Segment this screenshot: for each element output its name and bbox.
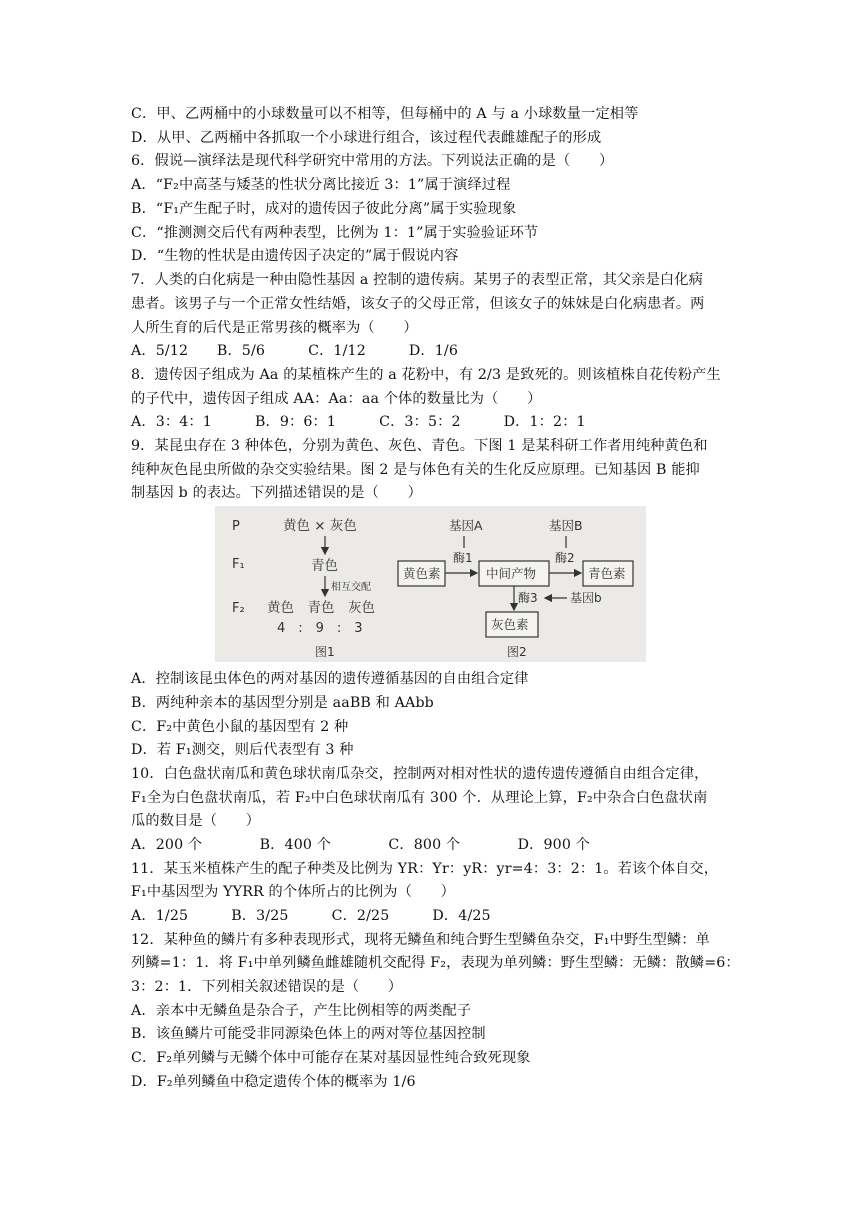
enzyme2-label: 酶2 (555, 551, 575, 565)
text-line: F₁全为白色盘状南瓜，若 F₂中白色球状南瓜有 300 个．从理论上算，F₂中杂合白色盘状南 (131, 790, 708, 806)
figure-svg (215, 506, 646, 662)
text-line: 人所生育的后代是正常男孩的概率为（ ） (131, 320, 418, 336)
text-line: C．甲、乙两桶中的小球数量可以不相等，但每桶中的 A 与 a 小球数量一定相等 (131, 106, 639, 122)
f1-phenotype: 青色 (311, 558, 338, 574)
option-d: D．若 F₁测交，则后代表型有 3 种 (131, 742, 354, 758)
question-11-options: A．1/25 B．3/25 C．2/25 D．4/25 (131, 908, 491, 924)
text-line: D．从甲、乙两桶中各抓取一个小球进行组合，该过程代表雌雄配子的形成 (131, 130, 602, 146)
option-c: C．F₂中黄色小鼠的基因型有 2 种 (131, 719, 349, 735)
row-label-f2: F₂ (232, 601, 245, 616)
grey-pigment-label: 灰色素 (491, 617, 529, 632)
text-line: 列鳞=1：1．将 F₁中单列鳞鱼雌雄随机交配得 F₂，表现为单列鳞：野生型鳞：无鳞：散鳞=6： (131, 955, 740, 971)
option-c: C．F₂单列鳞与无鳞个体中可能存在某对基因显性纯合致死现象 (131, 1050, 531, 1066)
gene-b-small-label: 基因b (570, 591, 602, 605)
text-line: 患者。该男子与一个正常女性结婚，该女子的父母正常，但该女子的妹妹是白化病患者。两 (131, 296, 705, 312)
text-line: 的子代中，遗传因子组成 AA：Aa：aa 个体的数量比为（ ） (131, 391, 542, 407)
text-line: 制基因 b 的表达。下列描述错误的是（ ） (131, 485, 422, 501)
question-10-options: A．200 个 B．400 个 C．800 个 D．900 个 (131, 837, 591, 853)
gene-a-label: 基因A (449, 518, 483, 533)
text-line: A．“F₂中高茎与矮茎的性状分离比接近 3：1”属于演绎过程 (131, 177, 511, 193)
question-7-stem: 7．人类的白化病是一种由隐性基因 a 控制的遗传病。某男子的表型正常，其父亲是白化病 (131, 272, 703, 288)
yellow-pigment-label: 黄色素 (403, 566, 441, 581)
f2-phenotypes: 黄色 青色 灰色 (267, 600, 375, 616)
parents-cross: 黄色 × 灰色 (283, 518, 357, 534)
text-line: F₁中基因型为 YYRR 的个体所占的比例为（ ） (131, 884, 455, 900)
fig2-caption: 图2 (507, 645, 527, 659)
text-line: B．“F₁产生配子时，成对的遗传因子彼此分离”属于实验现象 (131, 201, 517, 217)
question-10-stem: 10．白色盘状南瓜和黄色球状南瓜杂交，控制两对相对性状的遗传遗传遵循自由组合定律， (131, 766, 709, 782)
option-b: B．两纯种亲本的基因型分别是 aaBB 和 AAbb (131, 695, 434, 711)
question-9-stem: 9．某昆虫存在 3 种体色，分别为黄色、灰色、青色。下图 1 是某科研工作者用纯种黄色和 (131, 438, 708, 454)
fig1-caption: 图1 (315, 645, 335, 659)
row-label-p: P (232, 519, 240, 534)
intermediate-label: 中间产物 (486, 566, 537, 581)
row-label-f1: F₁ (232, 557, 245, 572)
text-line: D．“生物的性状是由遗传因子决定的”属于假说内容 (131, 248, 459, 264)
text-line: 3：2：1．下列相关叙述错误的是（ ） (131, 979, 403, 995)
question-8-stem: 8．遗传因子组成为 Aa 的某植株产生的 a 花粉中，有 2/3 是致死的。则该植株自花传粉产生 (131, 367, 721, 383)
question-8-options: A．3：4：1 B．9：6：1 C．3：5：2 D．1：2：1 (131, 414, 586, 430)
cross-note: 相互交配 (331, 582, 371, 593)
text-line: 瓜的数目是（ ） (131, 813, 261, 829)
f2-ratio: 4 : 9 : 3 (277, 621, 363, 636)
question-11-stem: 11．某玉米植株产生的配子种类及比例为 YR：Yr：yR：yr=4：3：2：1。若该个体自交， (131, 861, 719, 877)
question-7-options: A．5/12 B．5/6 C．1/12 D．1/6 (131, 343, 459, 359)
option-b: B．该鱼鳞片可能受非同源染色体上的两对等位基因控制 (131, 1026, 486, 1042)
option-a: A．亲本中无鳞鱼是杂合子，产生比例相等的两类配子 (131, 1003, 472, 1019)
enzyme3-label: 酶3 (518, 591, 538, 605)
gene-b-label: 基因B (549, 518, 583, 533)
question-12-stem: 12．某种鱼的鳞片有多种表现形式，现将无鳞鱼和纯合野生型鳞鱼杂交，F₁中野生型鳞：单 (131, 932, 711, 948)
option-d: D．F₂单列鳞鱼中稳定遗传个体的概率为 1/6 (131, 1074, 416, 1090)
genetics-figure (215, 506, 646, 662)
option-a: A．控制该昆虫体色的两对基因的遗传遵循基因的自由组合定律 (131, 671, 529, 687)
enzyme1-label: 酶1 (453, 551, 473, 565)
cyan-pigment-label: 青色素 (588, 566, 626, 581)
text-line: C．“推测测交后代有两种表型，比例为 1：1”属于实验验证环节 (131, 225, 539, 241)
question-6-stem: 6．假说—演绎法是现代科学研究中常用的方法。下列说法正确的是（ ） (131, 153, 614, 169)
text-line: 纯种灰色昆虫所做的杂交实验结果。图 2 是与体色有关的生化反应原理。已知基因 B 能抑 (131, 462, 700, 478)
